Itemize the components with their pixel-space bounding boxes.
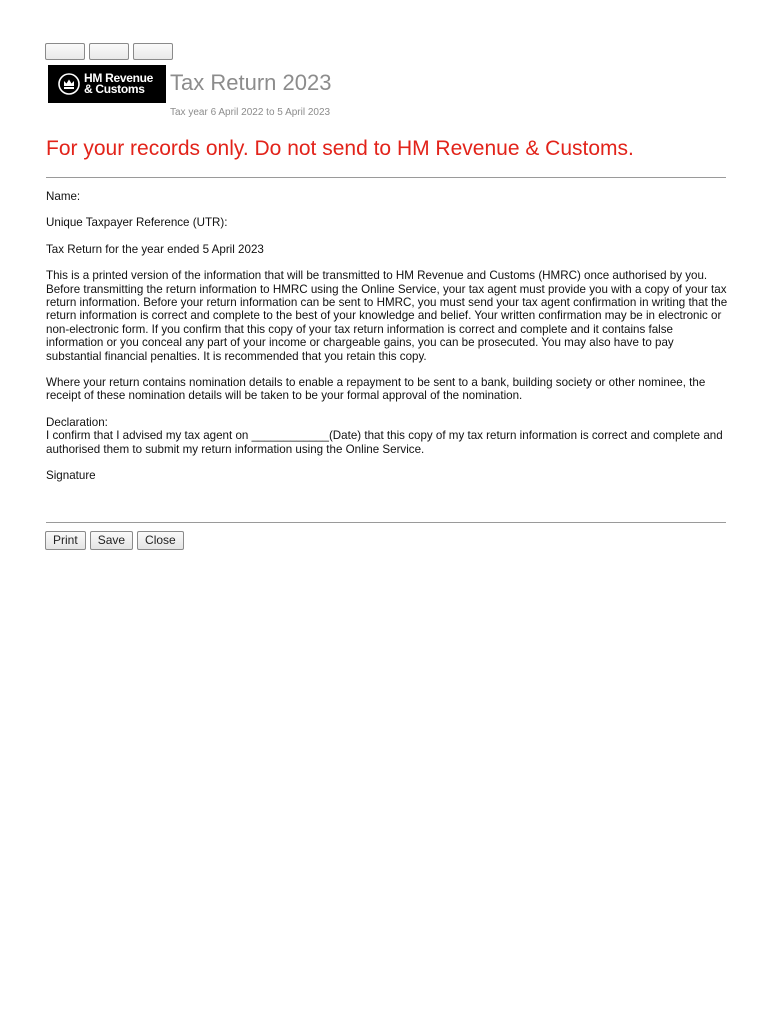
printed-version-paragraph: This is a printed version of the information that will be transmitted to HM Revenue and Customs (HMRC) once authorised by you. Before transmitting the return information to HMRC using the Online Service, your tax agent must provide you with a copy of your tax return information. Before your return information can be sent to HMRC, you must send your tax agent confirmation in writing that the return information is correct and complete to the best of your knowledge and belief. Your written confirmation may be in electronic or non-electronic form. If you confirm that this copy of your tax return information is correct and complete and it contains false information or you conceal any part of your income or chargeable gains, you can be prosecuted. You may also have to pay substantial financial penalties. It is recommended that you retain this copy. xyxy=(46,269,728,363)
top-save-button[interactable] xyxy=(89,43,129,60)
declaration-text: I confirm that I advised my tax agent on ____________(Date) that this copy of my tax return information is correct and complete and authorised them to submit my return information using the Online Service. xyxy=(46,429,723,456)
close-button[interactable]: Close xyxy=(137,531,184,550)
document-body xyxy=(46,190,732,496)
logo-wordmark xyxy=(84,73,153,95)
nomination-paragraph: Where your return contains nomination details to enable a repayment to be sent to a bank, building society or other nominee, the receipt of these nomination details will be taken to be your formal approval of the nomination. xyxy=(46,376,706,403)
save-button[interactable]: Save xyxy=(90,531,133,550)
signature-label: Signature xyxy=(46,469,96,483)
logo-line-2: & Customs xyxy=(84,82,145,96)
crown-crest-icon xyxy=(58,73,80,95)
top-close-button[interactable] xyxy=(133,43,173,60)
print-button[interactable]: Print xyxy=(45,531,86,550)
utr-field: Unique Taxpayer Reference (UTR): xyxy=(46,216,228,230)
name-field: Name: xyxy=(46,190,81,203)
page-title: Tax Return 2023 xyxy=(170,70,332,95)
tax-year-subtitle: Tax year 6 April 2022 to 5 April 2023 xyxy=(170,107,331,118)
bottom-toolbar xyxy=(45,531,184,550)
year-ended-field: Tax Return for the year ended 5 April 2023 xyxy=(46,242,264,256)
declaration-heading: Declaration: xyxy=(46,415,108,429)
logo-line-1: HM Revenue xyxy=(84,71,154,85)
footer-divider xyxy=(46,522,726,523)
header-divider xyxy=(46,177,726,178)
hmrc-logo xyxy=(48,65,166,103)
records-only-warning: For your records only. Do not send to HM Revenue & Customs. xyxy=(46,137,634,160)
top-toolbar xyxy=(45,43,173,60)
top-print-button[interactable] xyxy=(45,43,85,60)
